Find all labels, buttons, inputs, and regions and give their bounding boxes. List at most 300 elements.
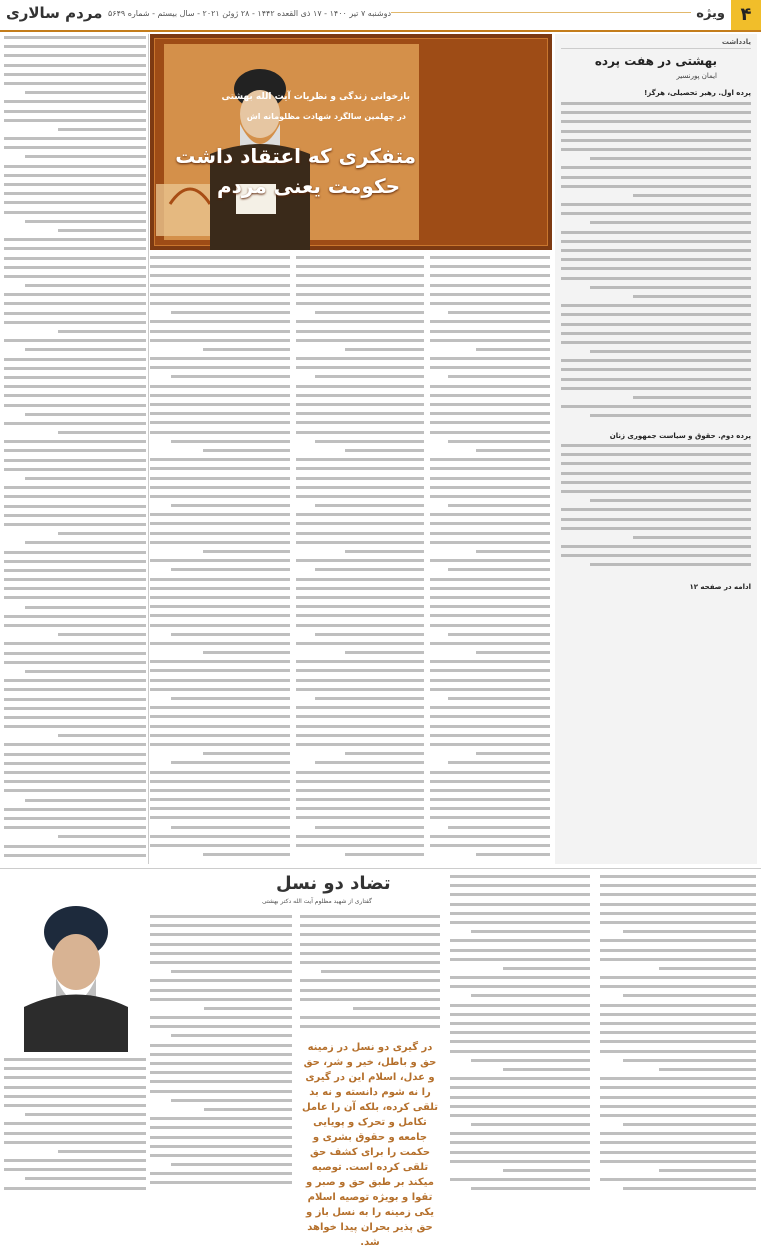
masthead-rule	[391, 12, 691, 13]
text-line	[561, 304, 751, 307]
text-line	[430, 798, 550, 801]
text-line	[296, 403, 424, 406]
text-line	[450, 875, 590, 878]
article-author: گفتاری از شهید مظلوم آیت الله دکتر بهشتی	[262, 898, 372, 905]
text-line	[171, 761, 290, 764]
text-line	[4, 376, 146, 379]
text-line	[150, 743, 290, 746]
text-line	[430, 642, 550, 645]
text-line	[448, 761, 550, 764]
text-line	[4, 238, 146, 241]
text-line	[171, 440, 290, 443]
text-line	[25, 799, 146, 802]
text-line	[150, 522, 290, 525]
text-line	[430, 578, 550, 581]
sidebar-body-1	[561, 102, 751, 428]
sidebar-subhead-2: پرده دوم. حقوق و سیاست جمهوری زنان	[609, 432, 751, 440]
text-line	[600, 1114, 756, 1117]
text-line	[296, 421, 424, 424]
text-line	[450, 903, 590, 906]
text-line	[4, 1067, 146, 1070]
text-line	[296, 624, 424, 627]
text-line	[58, 1150, 146, 1153]
text-line	[171, 633, 290, 636]
text-line	[296, 532, 424, 535]
text-line	[150, 339, 290, 342]
text-line	[150, 605, 290, 608]
text-line	[25, 155, 146, 158]
text-line	[561, 387, 751, 390]
text-line	[561, 481, 751, 484]
column-divider	[148, 34, 149, 864]
text-line	[4, 275, 146, 278]
text-line	[471, 1123, 590, 1126]
text-line	[4, 73, 146, 76]
text-line	[600, 976, 756, 979]
text-line	[296, 587, 424, 590]
text-line	[150, 293, 290, 296]
text-line	[296, 715, 424, 718]
middle-column-3	[150, 256, 290, 864]
text-line	[58, 229, 146, 232]
text-line	[58, 734, 146, 737]
text-line	[430, 587, 550, 590]
text-line	[296, 807, 424, 810]
text-line	[600, 1077, 756, 1080]
text-line	[450, 1132, 590, 1135]
text-line	[4, 64, 146, 67]
text-line	[623, 930, 756, 933]
date-line: دوشنبه ۷ تیر ۱۴۰۰ - ۱۷ ذی القعده ۱۴۴۲ - ۲۸ ژوئن ۲۰۲۱ - سال بیستم - شماره ۵۶۴۹	[108, 9, 392, 18]
text-line	[4, 578, 146, 581]
text-line	[430, 412, 550, 415]
text-line	[296, 477, 424, 480]
text-line	[450, 1040, 590, 1043]
text-line	[296, 385, 424, 388]
text-line	[4, 1159, 146, 1162]
text-line	[561, 332, 751, 335]
text-line	[430, 780, 550, 783]
text-line	[150, 807, 290, 810]
text-line	[590, 563, 752, 566]
text-line	[659, 967, 756, 970]
text-line	[150, 734, 290, 737]
text-line	[4, 459, 146, 462]
text-line	[600, 1004, 756, 1007]
text-line	[171, 375, 290, 378]
bottom-left-column	[4, 1058, 146, 1198]
text-line	[450, 949, 590, 952]
text-line	[561, 258, 751, 261]
text-line	[633, 194, 751, 197]
text-line	[150, 614, 290, 617]
text-line	[600, 1178, 756, 1181]
text-line	[296, 578, 424, 581]
text-line	[561, 405, 751, 408]
text-line	[430, 394, 550, 397]
text-line	[561, 462, 751, 465]
text-line	[150, 302, 290, 305]
text-line	[150, 961, 292, 964]
text-line	[150, 265, 290, 268]
text-line	[4, 119, 146, 122]
text-line	[4, 394, 146, 397]
text-line	[430, 385, 550, 388]
text-line	[623, 994, 756, 997]
text-line	[4, 817, 146, 820]
text-line	[150, 798, 290, 801]
text-line	[448, 375, 550, 378]
text-line	[150, 844, 290, 847]
text-line	[4, 367, 146, 370]
text-line	[203, 348, 290, 351]
text-line	[315, 504, 424, 507]
text-line	[4, 826, 146, 829]
text-line	[150, 1044, 292, 1047]
text-line	[296, 844, 424, 847]
text-line	[25, 477, 146, 480]
text-line	[450, 1178, 590, 1181]
text-line	[296, 771, 424, 774]
text-line	[450, 958, 590, 961]
text-line	[430, 614, 550, 617]
text-line	[296, 522, 424, 525]
text-line	[561, 267, 751, 270]
text-line	[430, 495, 550, 498]
text-line	[600, 1086, 756, 1089]
text-line	[448, 568, 550, 571]
text-line	[600, 1040, 756, 1043]
text-line	[150, 477, 290, 480]
text-line	[430, 669, 550, 672]
text-line	[561, 148, 751, 151]
text-line	[150, 330, 290, 333]
text-line	[4, 312, 146, 315]
text-line	[25, 541, 146, 544]
text-line	[623, 1187, 756, 1190]
text-line	[4, 624, 146, 627]
text-line	[430, 522, 550, 525]
text-line	[150, 998, 292, 1001]
text-line	[430, 256, 550, 259]
text-line	[4, 845, 146, 848]
article-title: تضاد دو نسل	[276, 873, 391, 894]
text-line	[430, 431, 550, 434]
text-line	[561, 341, 751, 344]
text-line	[171, 311, 290, 314]
text-line	[150, 679, 290, 682]
text-line	[171, 826, 290, 829]
text-line	[300, 952, 440, 955]
text-line	[150, 688, 290, 691]
text-line	[4, 36, 146, 39]
text-line	[4, 1086, 146, 1089]
text-line	[150, 1053, 292, 1056]
text-line	[300, 933, 440, 936]
bottom-column-3	[450, 875, 590, 1199]
text-line	[659, 1169, 756, 1172]
text-line	[4, 1104, 146, 1107]
text-line	[659, 1068, 756, 1071]
text-line	[345, 449, 424, 452]
sidebar-body-2	[561, 444, 751, 578]
banner-line-1: بازخوانی زندگی و نظریات آیت الله بهشتی	[221, 92, 410, 102]
text-line	[296, 669, 424, 672]
text-line	[296, 458, 424, 461]
text-line	[600, 958, 756, 961]
text-line	[4, 302, 146, 305]
text-line	[561, 185, 751, 188]
text-line	[503, 967, 590, 970]
text-line	[300, 961, 440, 964]
text-line	[4, 505, 146, 508]
text-line	[353, 1007, 440, 1010]
text-line	[4, 257, 146, 260]
text-line	[296, 320, 424, 323]
text-line	[450, 1050, 590, 1053]
text-line	[150, 1172, 292, 1175]
text-line	[150, 1126, 292, 1129]
text-line	[296, 357, 424, 360]
text-line	[471, 994, 590, 997]
text-line	[590, 499, 752, 502]
text-line	[4, 1168, 146, 1171]
text-line	[300, 979, 440, 982]
text-line	[561, 111, 751, 114]
text-line	[150, 624, 290, 627]
text-line	[315, 375, 424, 378]
text-line	[150, 256, 290, 259]
text-line	[25, 348, 146, 351]
text-line	[4, 743, 146, 746]
text-line	[561, 444, 751, 447]
text-line	[296, 596, 424, 599]
text-line	[58, 633, 146, 636]
text-line	[345, 752, 424, 755]
text-line	[4, 293, 146, 296]
text-line	[600, 985, 756, 988]
text-line	[4, 560, 146, 563]
text-line	[296, 706, 424, 709]
text-line	[150, 431, 290, 434]
text-line	[296, 412, 424, 415]
text-line	[561, 453, 751, 456]
author-portrait	[4, 882, 146, 1052]
text-line	[296, 339, 424, 342]
text-line	[150, 725, 290, 728]
text-line	[150, 513, 290, 516]
text-line	[25, 91, 146, 94]
text-line	[345, 651, 424, 654]
text-line	[4, 771, 146, 774]
middle-column-1	[430, 256, 550, 864]
text-line	[600, 921, 756, 924]
text-line	[4, 339, 146, 342]
text-line	[25, 220, 146, 223]
text-line	[150, 467, 290, 470]
text-line	[296, 789, 424, 792]
text-line	[315, 311, 424, 314]
text-line	[4, 183, 146, 186]
text-line	[4, 495, 146, 498]
text-line	[430, 302, 550, 305]
text-line	[4, 762, 146, 765]
text-line	[345, 550, 424, 553]
text-line	[315, 826, 424, 829]
text-line	[296, 431, 424, 434]
text-line	[450, 1114, 590, 1117]
text-line	[150, 715, 290, 718]
text-line	[4, 1095, 146, 1098]
text-line	[450, 985, 590, 988]
text-line	[4, 661, 146, 664]
text-line	[150, 412, 290, 415]
text-line	[4, 698, 146, 701]
text-line	[171, 970, 292, 973]
text-line	[430, 477, 550, 480]
text-line	[150, 771, 290, 774]
text-line	[203, 449, 290, 452]
text-line	[561, 102, 751, 105]
bottom-column-1	[150, 915, 292, 1199]
text-line	[590, 286, 752, 289]
text-line	[150, 1025, 292, 1028]
text-line	[4, 422, 146, 425]
text-line	[25, 1113, 146, 1116]
text-line	[600, 1160, 756, 1163]
text-line	[25, 606, 146, 609]
text-line	[150, 1071, 292, 1074]
text-line	[4, 707, 146, 710]
text-line	[4, 45, 146, 48]
text-line	[448, 826, 550, 829]
text-line	[4, 808, 146, 811]
text-line	[296, 798, 424, 801]
text-line	[315, 568, 424, 571]
text-line	[296, 679, 424, 682]
text-line	[204, 1108, 292, 1111]
text-line	[450, 1105, 590, 1108]
text-line	[561, 120, 751, 123]
section-name: ویژه	[696, 6, 725, 21]
text-line	[150, 933, 292, 936]
text-line	[4, 266, 146, 269]
text-line	[300, 998, 440, 1001]
text-line	[315, 761, 424, 764]
text-line	[600, 893, 756, 896]
text-line	[4, 679, 146, 682]
text-line	[171, 1163, 292, 1166]
text-line	[4, 54, 146, 57]
text-line	[430, 660, 550, 663]
text-line	[315, 633, 424, 636]
text-line	[296, 780, 424, 783]
text-line	[561, 139, 751, 142]
text-line	[58, 330, 146, 333]
text-line	[58, 835, 146, 838]
text-line	[171, 568, 290, 571]
text-line	[150, 403, 290, 406]
text-line	[600, 1132, 756, 1135]
text-line	[204, 1007, 292, 1010]
text-line	[300, 943, 440, 946]
text-line	[4, 688, 146, 691]
text-line	[150, 1090, 292, 1093]
text-line	[296, 541, 424, 544]
text-line	[58, 128, 146, 131]
text-line	[600, 1050, 756, 1053]
text-line	[600, 1151, 756, 1154]
bottom-column-2-top	[300, 915, 440, 1035]
text-line	[430, 339, 550, 342]
text-line	[150, 366, 290, 369]
text-line	[150, 458, 290, 461]
text-line	[476, 348, 550, 351]
text-line	[561, 527, 751, 530]
text-line	[476, 449, 550, 452]
text-line	[430, 835, 550, 838]
continue-note: ادامه در صفحه ۱۲	[689, 583, 751, 591]
text-line	[450, 1031, 590, 1034]
text-line	[430, 366, 550, 369]
text-line	[450, 1096, 590, 1099]
text-line	[600, 939, 756, 942]
text-line	[590, 350, 752, 353]
text-line	[296, 256, 424, 259]
masthead	[0, 0, 761, 32]
text-line	[430, 771, 550, 774]
text-line	[600, 875, 756, 878]
text-line	[633, 536, 751, 539]
text-line	[150, 915, 292, 918]
text-line	[4, 642, 146, 645]
text-line	[4, 358, 146, 361]
text-line	[296, 467, 424, 470]
text-line	[4, 110, 146, 113]
text-line	[296, 734, 424, 737]
text-line	[450, 1004, 590, 1007]
text-line	[600, 1096, 756, 1099]
text-line	[4, 780, 146, 783]
text-line	[296, 302, 424, 305]
text-line	[171, 504, 290, 507]
text-line	[345, 853, 424, 856]
section-divider	[0, 868, 761, 869]
text-line	[296, 274, 424, 277]
text-line	[296, 605, 424, 608]
text-line	[430, 403, 550, 406]
text-line	[4, 725, 146, 728]
sidebar-column	[555, 34, 757, 864]
text-line	[4, 854, 146, 857]
text-line	[561, 545, 751, 548]
text-line	[430, 265, 550, 268]
text-line	[150, 320, 290, 323]
text-line	[450, 893, 590, 896]
text-line	[4, 652, 146, 655]
text-line	[430, 734, 550, 737]
text-line	[561, 203, 751, 206]
text-line	[203, 853, 290, 856]
text-line	[561, 166, 751, 169]
text-line	[171, 1099, 292, 1102]
text-line	[150, 1145, 292, 1148]
text-line	[561, 508, 751, 511]
text-line	[450, 1022, 590, 1025]
text-line	[4, 404, 146, 407]
text-line	[4, 449, 146, 452]
text-line	[561, 130, 751, 133]
